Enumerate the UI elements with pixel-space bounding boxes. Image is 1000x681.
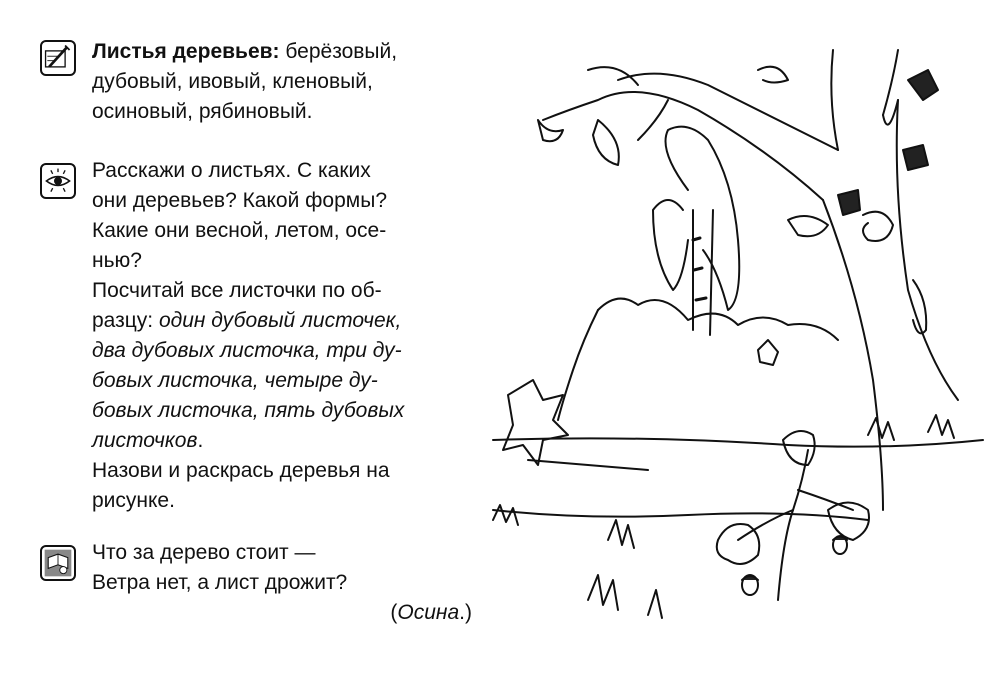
riddle-answer-close: .): [459, 601, 472, 624]
leaves-list-block: [92, 37, 472, 127]
task-line-plain: .: [197, 429, 204, 452]
task-line: Посчитай все листочки по об-: [92, 279, 382, 302]
task-line: Назови и раскрась деревья на: [92, 459, 390, 482]
forest-trees-illustration: [488, 40, 988, 640]
task-line-plain: разцу:: [92, 309, 159, 332]
pencil-writing-icon: [40, 40, 76, 76]
task-block: [92, 156, 472, 516]
task-line: Расскажи о листьях. С каких: [92, 159, 371, 182]
leaves-line: берёзовый,: [285, 40, 398, 63]
riddle-line: Ветра нет, а лист дрожит?: [92, 571, 348, 594]
task-line-italic: бовых листочка, четыре ду-: [92, 369, 378, 392]
task-line: рисунке.: [92, 489, 175, 512]
riddle-answer: [92, 598, 472, 628]
task-line: они деревьев? Какой формы?: [92, 189, 388, 212]
riddle-answer-open: (: [390, 601, 398, 624]
task-line: Какие они весной, летом, осе-: [92, 219, 387, 242]
leaves-line: осиновый, рябиновый.: [92, 100, 313, 123]
book-reading-icon: [40, 545, 76, 581]
leaves-line: дубовый, ивовый, кленовый,: [92, 70, 373, 93]
leaves-title: Листья деревьев:: [92, 40, 280, 63]
task-line-italic: бовых листочка, пять дубовых: [92, 399, 405, 422]
eye-icon: [40, 163, 76, 199]
task-line: нью?: [92, 249, 142, 272]
riddle-answer-word: Осина: [397, 601, 460, 624]
task-line-italic: листочков: [92, 429, 198, 452]
task-line-italic: один дубовый листочек,: [158, 309, 402, 332]
riddle-block: [92, 538, 472, 628]
task-line-italic: два дубовых листочка, три ду-: [92, 339, 402, 362]
riddle-line: Что за дерево стоит —: [92, 541, 316, 564]
